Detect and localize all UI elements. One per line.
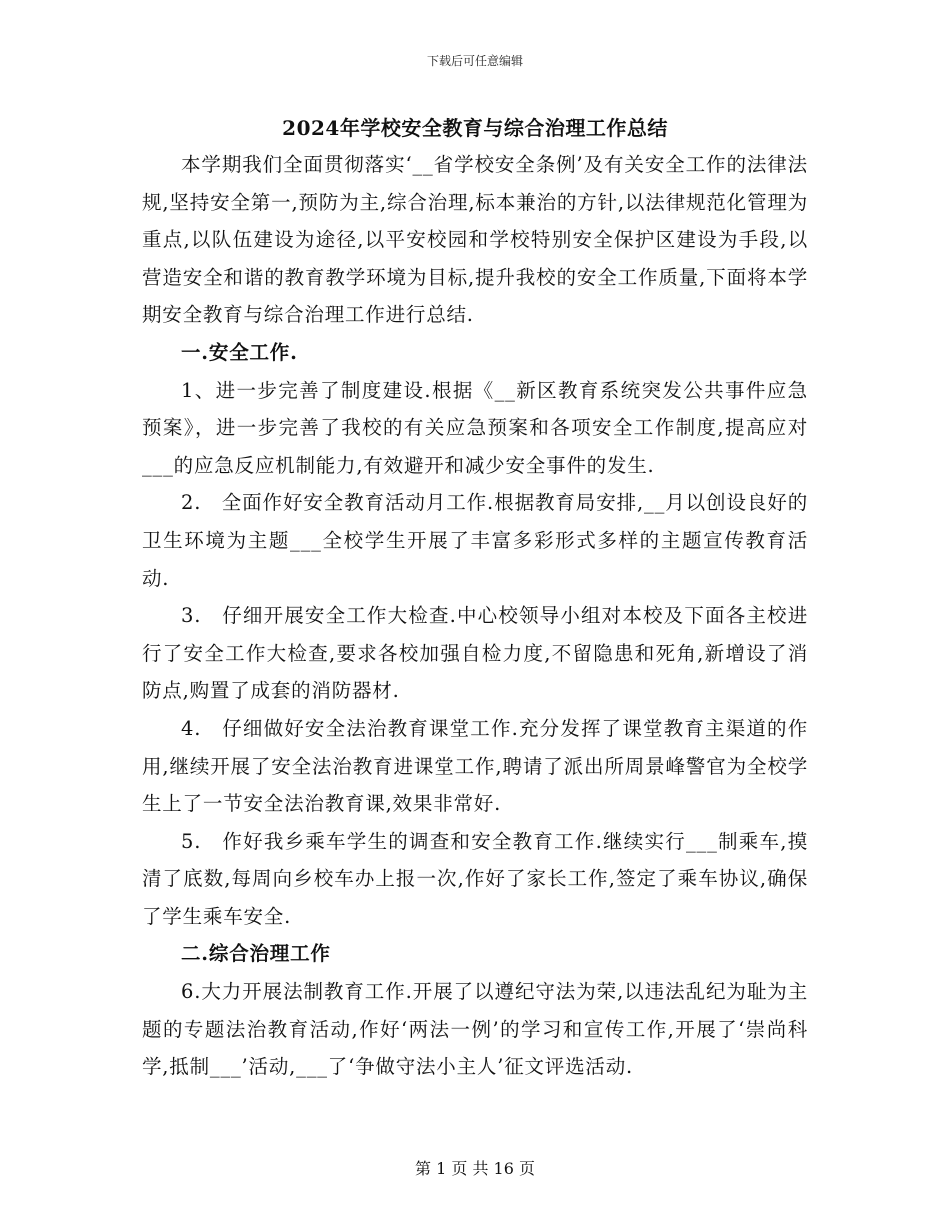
document-body [142, 146, 808, 1086]
paragraph-item-6: 6.大力开展法制教育工作.开展了以遵纪守法为荣,以违法乱纪为耻为主题的专题法治教育活动,作好‘两法一例’的学习和宣传工作,开展了‘崇尚科学,抵制___’活动,___了‘争做守法小主人’征文评选活动. [142, 980, 808, 1079]
document-title: 2024年学校安全教育与综合治理工作总结 [282, 116, 668, 140]
section-heading-governance: 二.综合治理工作 [181, 942, 331, 966]
paragraph-item-1: 1、进一步完善了制度建设.根据《__新区教育系统突发公共事件应急预案》，进一步完善了我校的有关应急预案和各项安全工作制度,提高应对___的应急反应机制能力,有效避开和减少安全事件的发生. [142, 378, 808, 477]
paragraph-item-4: 4. 仔细做好安全法治教育课堂工作.充分发挥了课堂教育主渠道的作用,继续开展了安全法治教育进课堂工作,聘请了派出所周景峰警官为全校学生上了一节安全法治教育课,效果非常好. [142, 716, 808, 816]
paragraph-item-3: 3. 仔细开展安全工作大检查.中心校领导小组对本校及下面各主校进行了安全工作大检查,要求各校加强自检力度,不留隐患和死角,新增设了消防点,购置了成套的消防器材. [142, 604, 808, 703]
page-header-note: 下载后可任意编辑 [426, 54, 523, 68]
paragraph-item-5: 5. 作好我乡乘车学生的调查和安全教育工作.继续实行___制乘车,摸清了底数,每周向乡校车办上报一次,作好了家长工作,签定了乘车协议,确保了学生乘车安全. [142, 829, 808, 928]
paragraph-item-2: 2. 全面作好安全教育活动月工作.根据教育局安排,__月以创设良好的卫生环境为主题___全校学生开展了丰富多彩形式多样的主题宣传教育活动. [142, 491, 808, 590]
section-heading-safety: 一.安全工作. [181, 340, 298, 364]
page-number-footer: 第 1 页 共 16 页 [415, 1159, 535, 1178]
intro-paragraph: 本学期我们全面贯彻落实‘__省学校安全条例’及有关安全工作的法律法规,坚持安全第一,预防为主,综合治理,标本兼治的方针,以法律规范化管理为重点,以队伍建设为途径,以平安校园和学校特别安全保护区建设为手段,以营造安全和谐的教育教学环境为目标,提升我校的安全工作质量,下面将本学期安全教育与综合治理工作进行总结. [142, 153, 808, 327]
